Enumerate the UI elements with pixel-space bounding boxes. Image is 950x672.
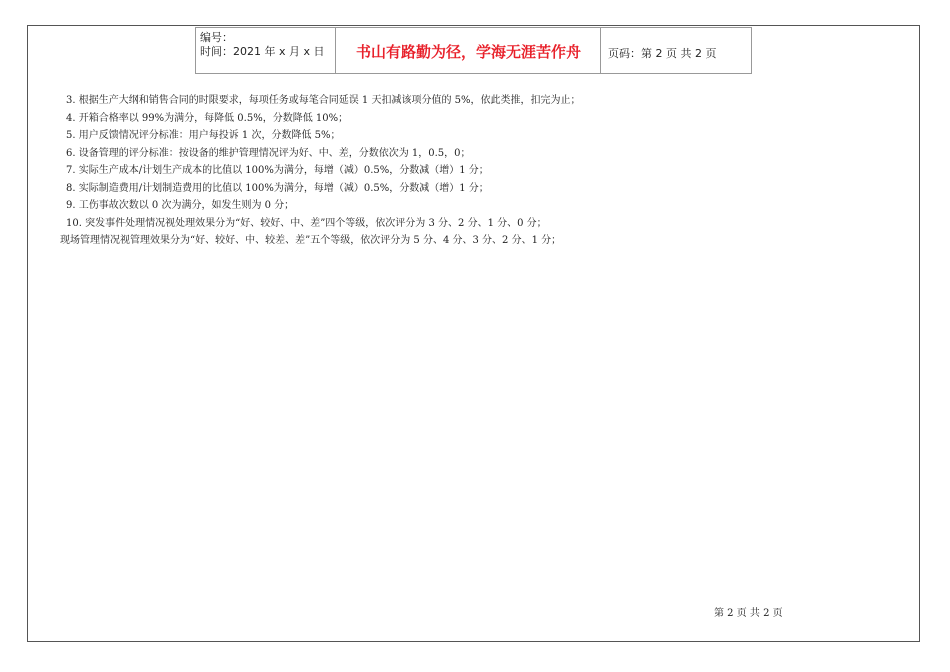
body-line: 6. 设备管理的评分标准：按设备的维护管理情况评为好、中、差，分数依次为 1，0.5，0； <box>66 147 471 159</box>
body-line: 5. 用户反馈情况评分标准：用户每投诉 1 次，分数降低 5%； <box>66 130 341 141</box>
body-line: 3. 根据生产大纲和销售合同的时限要求，每项任务或每笔合同延误 1 天扣减该项分值的 5%，依此类推，扣完为止； <box>66 95 581 106</box>
page-footer: 第 2 页 共 2 页 <box>714 608 783 619</box>
motto-text: 书山有路勤为径，学海无涯苦作舟 <box>355 43 581 61</box>
page-code-label: 页码：第 2 页 共 2 页 <box>608 47 717 60</box>
header-motto-cell <box>336 27 601 73</box>
body-line: 现场管理情况视管理效果分为“好、较好、中、较差、差”五个等级，依次评分为 5 分、4 分、3 分、2 分、1 分； <box>60 235 562 246</box>
body-line: 9. 工伤事故次数以 0 次为满分，如发生则为 0 分； <box>66 200 295 211</box>
number-label: 编号： <box>200 31 233 44</box>
time-label: 时间：2021 年 x 月 x 日 <box>200 45 325 58</box>
body-line: 4. 开箱合格率以 99%为满分，每降低 0.5%，分数降低 10%； <box>66 112 349 124</box>
header-left-cell <box>196 27 336 73</box>
document-body <box>60 92 890 250</box>
body-line: 8. 实际制造费用/计划制造费用的比值以 100%为满分，每增（减）0.5%，分数减（增）1 分； <box>66 182 489 194</box>
document-header <box>195 27 752 74</box>
body-line: 7. 实际生产成本/计划生产成本的比值以 100%为满分，每增（减）0.5%，分数减（增）1 分； <box>66 165 489 176</box>
body-line: 10. 突发事件处理情况视处理效果分为“好、较好、中、差”四个等级，依次评分为 3 分、2 分、1 分、0 分； <box>66 217 547 229</box>
